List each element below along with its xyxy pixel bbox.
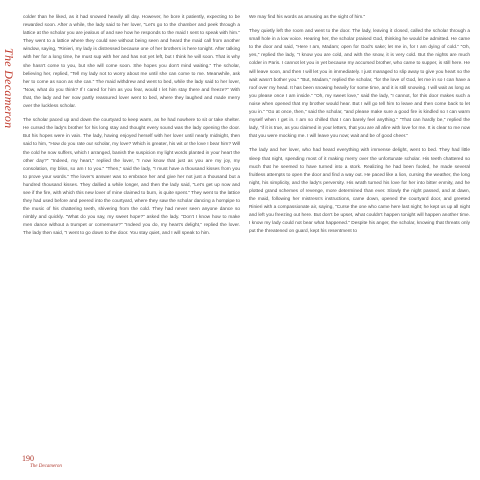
running-title-text: The Decameron (2, 48, 16, 129)
page-number: 190 (22, 454, 34, 463)
paragraph: colder than he liked, as it had snowed heavily all day. However, he bore it patiently, expecting to be rewarded soon. After a while, the lady said to her lover, "Let's go to the chamber and peek through a lattice at the scholar you are jealous of and see how he responds to the maid I sent to speak with him." They went to a lattice where they could see without being seen and heard the maid call from another window, saying, "Rinieri, my lady is distressed because one of her brothers is here tonight. After talking with her for a long time, he must sup with her and has not yet left, but I think he will soon. That is why she hasn't come to you, but she will come soon. She hopes you don't mind waiting." The scholar, believing her, replied, "Tell my lady not to worry about me until she can come to me. Meanwhile, ask her to come as soon as she can." The maid withdrew and went to bed, while the lady said to her lover, "Now, what do you think? If I cared for him as you fear, would I let him stay there and freeze?" With that, the lady and her now partly reassured lover went to bed, where they laughed and made merry over the luckless scholar. (23, 15, 240, 110)
paragraph: They quietly left the room and went to the door. The lady, leaving it closed, called the scholar through a small hole in a low voice. Hearing her, the scholar praised God, thinking he would be admitted. He came to the door and said, "Here I am, Madam; open for God's sake; let me in, for I am dying of cold." "Oh, yes," replied the lady, "I know you are cold, and with the snow, it is very cold. But the nights are much colder in Paris. I cannot let you in yet because my accursed brother, who came to supper, is still here. He will leave soon, and then I will let you in immediately. I just managed to slip away to give you heart so the wait wasn't bother you." "But, Madam," replied the scholar, "for the love of God, let me in so I can have a roof over my head. It has been snowing heavily for some time, and it is still snowing. I will wait as long as you please once I am inside." "Oh, my sweet love," said the lady, "I cannot, for this door makes such a noise when opened that my brother would hear. But I will go tell him to leave and then come back to let you in." "Go at once, then," said the scholar, "and please make sure a good fire is kindled so I can warm myself when I get in. I am so chilled that I can barely feel anything." "That can hardly be," replied the lady, "if it is true, as you claimed in your letters, that you are all afire with love for me. It is clear to me now that you were mocking me. I will leave you now; wait and be of good cheer." (249, 29, 470, 140)
footer-title: The Decameron (30, 464, 62, 469)
text-column-left (23, 14, 240, 245)
paragraph: The lady and her lover, who had heard everything with immense delight, went to bed. They had little sleep that night, spending most of it making merry over the unfortunate scholar. His teeth chattered so much that he seemed to have turned into a stork. Realizing he had been fooled, he made several fruitless attempts to open the door and find a way out. He paced like a lion, cursing the weather, the long night, his simplicity, and the lady's perversity. His wrath turned his love for her into bitter enmity, and he plotted grand schemes of revenge, more determined than ever. Slowly the night passed, and at dawn, the maid, following her mistress's instructions, came down, opened the courtyard door, and greeted Rinieri with a compassionate air, saying, "Curse the one who came here last night; he kept us up all night and left you freezing out here. But don't be upset, what couldn't happen tonight will happen another time. I know my lady could not bear what happened." Despite his anger, the scholar, knowing that threats only put the threatened on guard, kept his resentment to (249, 148, 470, 235)
paragraph: We may find his words as amusing as the sight of him." (249, 15, 366, 20)
page-footer (22, 454, 62, 470)
paragraph: The scholar paced up and down the courtyard to keep warm, as he had nowhere to sit or take shelter. He cursed the lady's brother for his long stay and thought every sound was the lady opening the door. But his hopes were in vain. The lady, having enjoyed herself with her lover until nearly midnight, then said to him, "How do you rate our scholar, my love? Which is greater, his wit or the love I bear him? Will the cold he now suffers, which I arranged, banish the suspicion my light words planted in your heart the other day?" "Indeed, my heart," replied the lover, "I now know that just as you are my joy, my consolation, my bliss, so am I to you." "Then," said the lady, "I must have a thousand kisses from you to prove your words." The lover's answer was to embrace her and give her not just a thousand but a hundred thousand kisses. They dallied a while longer, and then the lady said, "Let's get up now and see if the fire, with which this new lover of mine claimed to burn, is quite spent." They went to the lattice they had used before and peered into the courtyard, where they saw the scholar dancing a hornpipe to the music of his chattering teeth, shivering from the cold. They had never seen anyone dance so nimbly and quickly. "What do you say, my sweet hope?" asked the lady. "Don't I know how to make men dance without a trumpet or cornemuse?" "Indeed you do, my heart's delight," replied the lover. The lady then said, "I went to go down to the door. You stay quiet, and I will speak to him. (23, 118, 240, 237)
running-title (2, 48, 16, 208)
text-column-right (249, 14, 470, 242)
